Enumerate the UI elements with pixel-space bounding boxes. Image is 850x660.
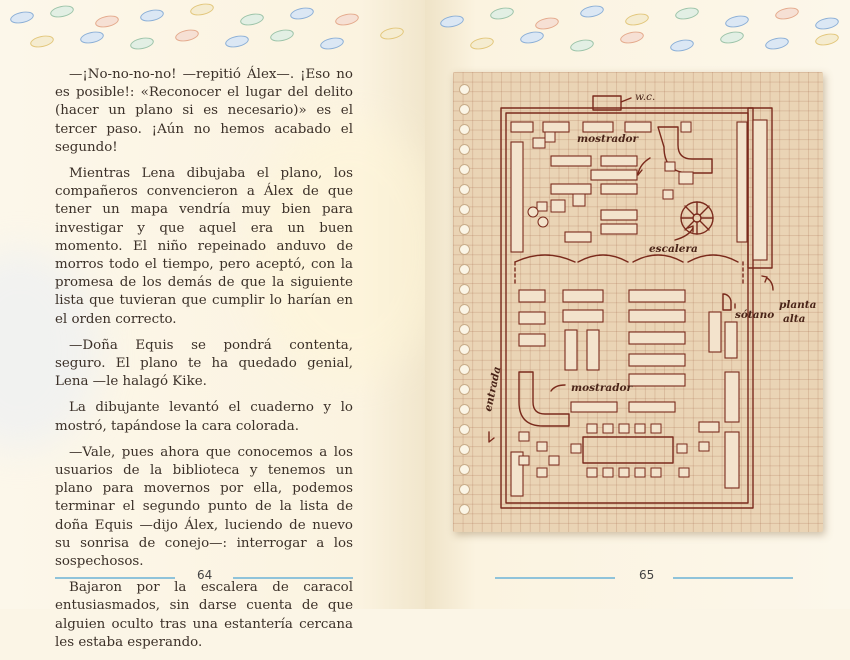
- bookshelf: [511, 122, 533, 132]
- bookshelf: [591, 170, 637, 180]
- bookshelf: [563, 290, 603, 302]
- bookshelf: [571, 402, 617, 412]
- bead-icon: [174, 28, 200, 44]
- bead-icon: [334, 12, 360, 28]
- chair-icon: [537, 202, 547, 211]
- bead-icon: [764, 36, 790, 52]
- bookshelf: [565, 232, 591, 242]
- chair-icon: [519, 456, 529, 465]
- bookshelf: [629, 374, 685, 386]
- bookshelf: [629, 402, 675, 412]
- chair-icon: [699, 442, 709, 451]
- bead-icon: [269, 28, 295, 44]
- chair-icon: [635, 424, 645, 433]
- bookshelf: [551, 156, 591, 166]
- bookshelf: [511, 142, 523, 252]
- chair-icon: [651, 424, 661, 433]
- arrow: [675, 228, 693, 240]
- bookshelf: [601, 156, 637, 166]
- chair-icon: [571, 444, 581, 453]
- bookshelf: [629, 290, 685, 302]
- bead-icon: [189, 2, 215, 18]
- arch: [688, 255, 738, 262]
- bead-icon: [139, 8, 165, 24]
- bottom-counter: [519, 372, 569, 426]
- chair-icon: [635, 468, 645, 477]
- chair-icon: [537, 468, 547, 477]
- arch: [633, 255, 683, 262]
- bookshelf: [543, 122, 569, 132]
- bookshelf: [699, 422, 719, 432]
- bead-icon: [719, 30, 745, 46]
- chair-icon: [587, 468, 597, 477]
- wc-pointer: [621, 98, 631, 102]
- paragraph: —Vale, pues ahora que conocemos a los usuarios de la biblioteca y tenemos un plano para movernos por ella, podemos terminar el segundo punto de la lista de doña Equis —dijo Álex, luciendo de nuevo su sonrisa de conejo—: interrogar a los sospechosos.: [55, 444, 353, 570]
- label-mostrador-top: mostrador: [577, 133, 639, 145]
- bookshelf: [563, 310, 603, 322]
- bookshelf: [725, 432, 739, 488]
- chair-icon: [519, 432, 529, 441]
- paragraph: Bajaron por la escalera de caracol entusiasmados, sin darse cuenta de que alguien oculto tras una estantería cercana les estaba esperando.: [55, 580, 353, 650]
- arrow-head: [762, 276, 767, 282]
- bead-icon: [9, 10, 35, 26]
- page-number: 65: [639, 568, 655, 582]
- bookshelf: [737, 122, 747, 242]
- label-entrada: entrada: [482, 365, 504, 413]
- spiral-staircase-steps: [681, 202, 713, 234]
- bookshelf: [551, 184, 591, 194]
- sotano-door: [723, 294, 731, 310]
- bead-icon: [619, 30, 645, 46]
- label-wc: w.c.: [635, 91, 656, 103]
- bead-icon: [129, 36, 155, 52]
- notebook-floor-plan: [453, 72, 823, 532]
- chair-icon: [663, 190, 673, 199]
- bookshelf: [565, 330, 577, 370]
- chair-icon: [537, 442, 547, 451]
- arrow: [638, 158, 650, 174]
- chair-icon: [533, 138, 545, 148]
- bead-icon: [519, 30, 545, 46]
- label-mostrador-bottom: mostrador: [571, 382, 633, 394]
- paragraph: La dibujante levantó el cuaderno y lo mostró, tapándose la cara colorada.: [55, 400, 353, 434]
- stool-icon: [538, 217, 548, 227]
- bookshelf: [601, 184, 637, 194]
- footer-rule: [673, 577, 793, 579]
- paragraph: Mientras Lena dibujaba el plano, los compañeros convencieron a Álex de que tener un mapa vendría muy bien para investigar y que aquel era un buen momento. El niño repeinado anduvo de morros todo el tiempo, pero aceptó, con la promesa de los demás de que la siguiente lista que tuvieran que cumplir lo harían en el orden correcto.: [55, 166, 353, 327]
- bookshelf: [753, 120, 767, 260]
- bead-icon: [814, 32, 840, 48]
- bookshelf: [587, 330, 599, 370]
- label-planta-alta: alta: [783, 313, 806, 325]
- footer-rule: [233, 577, 353, 579]
- label-escalera: escalera: [649, 243, 698, 255]
- bookshelf: [629, 310, 685, 322]
- bead-icon: [469, 36, 495, 52]
- label-planta-alta: planta: [779, 299, 817, 311]
- paragraph: —Doña Equis se pondrá contenta, seguro. El plano te ha quedado genial, Lena —le halagó Kike.: [55, 337, 353, 390]
- chair-icon: [619, 468, 629, 477]
- desk-icon: [551, 200, 565, 212]
- bead-icon: [379, 26, 405, 42]
- stool-icon: [528, 207, 538, 217]
- chair-icon: [603, 468, 613, 477]
- footer-rule: [55, 577, 175, 579]
- footer-rule: [495, 577, 615, 579]
- bead-icon: [29, 34, 55, 50]
- bookshelf: [725, 322, 737, 358]
- chair-icon: [603, 424, 613, 433]
- chair-icon: [681, 122, 691, 132]
- bead-icon: [724, 14, 750, 30]
- arch: [578, 255, 628, 262]
- bookshelf: [519, 334, 545, 346]
- bookshelf: [629, 354, 685, 366]
- page-number: 64: [197, 568, 213, 582]
- bookshelf: [519, 290, 545, 302]
- bookshelf: [601, 224, 637, 234]
- bead-icon: [79, 30, 105, 46]
- bead-icon: [49, 4, 75, 20]
- paragraph: —¡No-no-no-no! —repitió Álex—. ¡Eso no es posible!: «Reconocer el lugar del delito (hacer un plano si es necesario)» es el tercer paso. ¡Aún no hemos acabado el segundo!: [55, 67, 353, 155]
- bead-icon: [774, 6, 800, 22]
- bookshelf: [709, 312, 721, 352]
- left-page: [0, 0, 425, 650]
- decorative-bead-border: [0, 0, 850, 60]
- label-sotano: sótano: [735, 309, 775, 321]
- bead-icon: [569, 38, 595, 54]
- chair-icon: [677, 444, 687, 453]
- chair-icon: [619, 424, 629, 433]
- computer-icon: [573, 194, 585, 206]
- arch: [515, 255, 575, 262]
- bead-icon: [319, 36, 345, 52]
- bookshelf: [519, 312, 545, 324]
- arrow: [489, 432, 494, 442]
- bead-icon: [534, 16, 560, 32]
- bookshelf: [601, 210, 637, 220]
- bead-icon: [489, 6, 515, 22]
- reading-table: [583, 437, 673, 463]
- arrow: [767, 278, 773, 290]
- floor-plan-drawing: [453, 72, 823, 532]
- bookshelf: [725, 372, 739, 422]
- bead-icon: [224, 34, 250, 50]
- bead-icon: [94, 14, 120, 30]
- chair-icon: [587, 424, 597, 433]
- bead-icon: [439, 14, 465, 30]
- bead-icon: [814, 16, 840, 32]
- bead-icon: [669, 38, 695, 54]
- bead-icon: [624, 12, 650, 28]
- bookshelf: [583, 122, 613, 132]
- bead-icon: [674, 6, 700, 22]
- chair-icon: [549, 456, 559, 465]
- bookshelf: [629, 332, 685, 344]
- chair-icon: [651, 468, 661, 477]
- bead-icon: [239, 12, 265, 28]
- bead-icon: [289, 6, 315, 22]
- chair-icon: [665, 162, 675, 171]
- bookshelf: [625, 122, 651, 132]
- chair-icon: [545, 132, 555, 142]
- arrow: [551, 385, 565, 391]
- computer-icon: [679, 172, 693, 184]
- chair-icon: [679, 468, 689, 477]
- bead-icon: [579, 4, 605, 20]
